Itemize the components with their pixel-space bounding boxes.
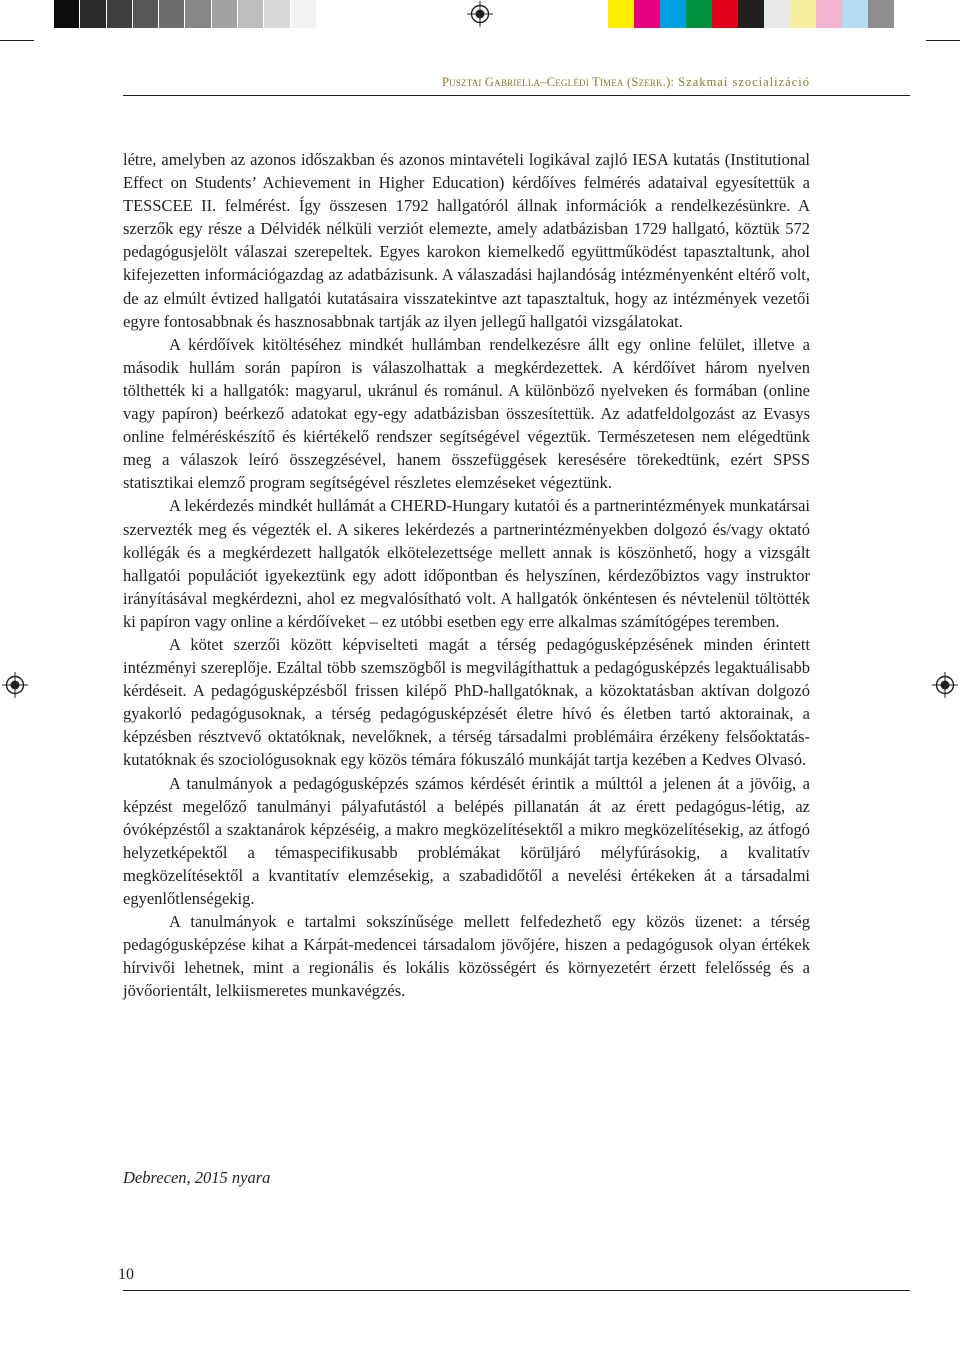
- header-title: Szakmai szocializáció: [674, 75, 810, 89]
- paragraph: A kérdőívek kitöltéséhez mindkét hullámban rendelkezésre állt egy online felület, illetve a második hullám során papíron is válaszolhattak a megkérdezettek. A kérdőívet három nyelven tölthették ki a hallgatók: magyarul, ukránul és románul. A különböző nyelveken és formában (online vagy papíron) beérkező adatokat egy-egy adatbázisban összesítettük. Az adatfeldolgozást az Evasys online felméréskészítő és kiértékelő rendszer segítségével végeztük. Természetesen nem elégedtünk meg a válaszok leíró összegzésével, hanem összefüggések keresésére törekedtünk, ezért SPSS statisztikai elemző program segítségével részletes elemzéseket végeztünk.: [123, 334, 810, 493]
- crop-mark: [926, 40, 960, 41]
- registration-mark-icon: [2, 672, 28, 698]
- paragraph: A lekérdezés mindkét hullámát a CHERD-Hungary kutatói és a partnerintézmények munkatársai szervezték meg és végezték el. A sikeres lekérdezés a partnerintézményekben dolgozó és/vagy oktató kollégák és a megkérdezett hallgatók elkötelezettsége mellett annak is köszönhető, hogy a vizsgált hallgatói populációt igyekeztünk egy adott időpontban és helyszínen, kérdezőbiztos vagy instruktor irányításával megkérdezni, ahol ez megvalósítható volt. A hallgatók önkéntesen és névtelenül töltötték ki papíron vagy online a kérdőíveket – ez utóbbi esetben egy erre alkalmas számítógépes teremben.: [123, 496, 810, 631]
- paragraph: A tanulmányok a pedagógusképzés számos kérdését érintik a múlttól a jelenen át a jövőig, a képzést megelőző tanulmányi pályafutástól a belépés pillanatán át az érett pedagógus-létig, az óvóképzéstől a szaktanárok képzéséig, a makro megközelítésektől a mikro megközelítésekig, az átfogó helyzetképektől a témaspecifikusabb problémákat körüljáró mélyfúrásokig, a kvalitatív megközelítésektől a kvantitatív elemzésekig, a szabadidőtől a nevelési értékeken át a társadalmi egyenlőtlenségekig.: [123, 773, 810, 908]
- color-swatch: [634, 0, 660, 28]
- gray-swatch: [238, 0, 264, 28]
- gray-swatch: [291, 0, 317, 28]
- color-swatch: [790, 0, 816, 28]
- gray-swatch: [212, 0, 238, 28]
- running-header: [442, 75, 810, 90]
- color-swatch: [868, 0, 894, 28]
- crop-mark: [0, 40, 34, 41]
- paragraph: A tanulmányok e tartalmi sokszínűsége mellett felfedezhető egy közös üzenet: a térség pedagógusképzése kihat a Kárpát-medencei társadalom jövőjére, hiszen a pedagógusok olyan értékek hírvivői lehetnek, mint a regionális és lokális közösségért és környezetért érzett felelősség és a jövőorientált, lelkiismeretes munkavégzés.: [123, 912, 810, 1001]
- gray-swatch: [54, 0, 80, 28]
- gray-swatch: [80, 0, 106, 28]
- color-swatch: [816, 0, 842, 28]
- gray-swatch: [133, 0, 159, 28]
- gray-swatch: [185, 0, 211, 28]
- paragraph: létre, amelyben az azonos időszakban és azonos mintavételi logikával zajló IESA kutatás (Institutional Effect on Students’ Achievement in Higher Education) kérdőíves felmérés adataival egyesítettük a TESSCEE II. felmérést. Így összesen 1792 hallgatóról állnak információk a rendelkezésünkre. A szerzők egy része a Délvidék nélküli verziót elemezte, amely adatbázisban 1729 hallgató, köztük 572 pedagógusjelölt válaszai szerepeltek. Egyes karokon kiemelkedő együttműködést tapasztaltunk, ahol kifejezetten információgazdag az adatbázisunk. A válaszadási hajlandóság intézményenként eltérő volt, de az elmúlt évtized hallgatói kutatásaira visszatekintve azt tapasztaltuk, hogy az intézmények vezetői egyre fontosabbnak és hasznosabbnak tartják az ilyen jellegű hallgatói vizsgálatokat.: [123, 150, 810, 331]
- color-calibration-bar: [608, 0, 894, 28]
- color-swatch: [686, 0, 712, 28]
- gray-swatch: [107, 0, 133, 28]
- gray-swatch: [159, 0, 185, 28]
- signoff-place-date: Debrecen, 2015 nyara: [123, 1168, 271, 1187]
- color-swatch: [712, 0, 738, 28]
- grayscale-calibration-bar: [54, 0, 317, 28]
- header-authors: Pusztai Gabriella–Ceglédi Tímea (Szerk.):: [441, 75, 675, 89]
- page-number: 10: [118, 1266, 134, 1283]
- registration-mark-icon: [467, 1, 493, 27]
- color-swatch: [764, 0, 790, 28]
- registration-mark-icon: [932, 672, 958, 698]
- color-swatch: [842, 0, 868, 28]
- body-text: [123, 148, 810, 1002]
- footer-rule: [123, 1290, 910, 1291]
- color-swatch: [738, 0, 764, 28]
- header-rule: [123, 95, 910, 96]
- color-swatch: [608, 0, 634, 28]
- gray-swatch: [264, 0, 290, 28]
- paragraph: A kötet szerzői között képviselteti magát a térség pedagógusképzésének minden érintett intézményi szereplője. Ezáltal több szemszögből is megvilágíthattuk a pedagógusképzés legaktuálisabb kérdéseit. A pedagógusképzésből frissen kilépő PhD-hallgatóknak, a közoktatásban aktívan dolgozó gyakorló pedagógusoknak, a térség pedagógusképzését életre hívó és életben tartó aktorainak, a képzésben résztvevő oktatóknak, nevelőknek, a térség társadalmi problémáira érzékeny felsőoktatás-kutatóknak és szociológusoknak egy közös témára fókuszáló munkáját tartja kezében a Kedves Olvasó.: [123, 634, 810, 770]
- color-swatch: [660, 0, 686, 28]
